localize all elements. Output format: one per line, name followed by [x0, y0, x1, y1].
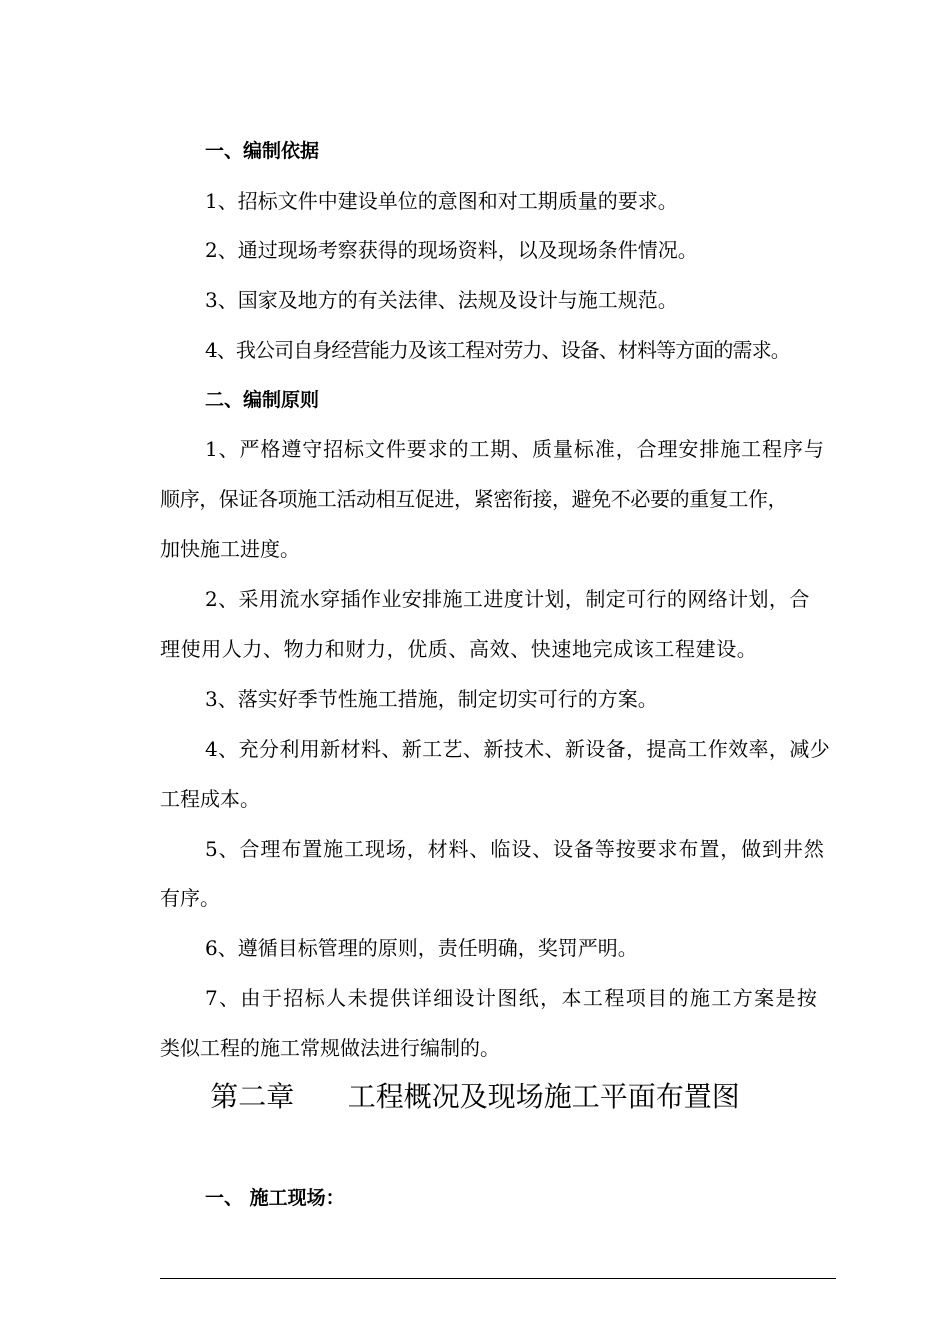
basis-item-2: 2、通过现场考察获得的现场资料，以及现场条件情况。: [205, 238, 698, 262]
principle-line: 5、合理布置施工现场，材料、临设、设备等按要求布置，做到井然: [205, 837, 825, 861]
section-heading-basis: 一、编制依据: [205, 140, 320, 162]
basis-item-3: 3、国家及地方的有关法律、法规及设计与施工规范。: [205, 288, 678, 312]
principle-line: 加快施工进度。: [160, 537, 300, 561]
section-heading-site: 一、 施工现场：: [205, 1187, 345, 1209]
basis-item-4: 4、我公司自身经营能力及该工程对劳力、设备、材料等方面的需求。: [205, 338, 790, 362]
principle-line: 理使用人力、物力和财力，优质、高效、快速地完成该工程建设。: [160, 637, 758, 661]
principle-line: 类似工程的施工常规做法进行编制的。: [160, 1036, 500, 1060]
section-heading-principles: 二、编制原则: [205, 389, 320, 411]
principle-line: 4、充分利用新材料、新工艺、新技术、新设备，提高工作效率，减少: [205, 737, 831, 761]
footer-divider: [160, 1278, 836, 1279]
principle-line: 2、采用流水穿插作业安排施工进度计划，制定可行的网络计划，合: [205, 587, 810, 611]
principle-line: 6、遵循目标管理的原则，责任明确，奖罚严明。: [205, 936, 638, 960]
principle-line: 3、落实好季节性施工措施，制定切实可行的方案。: [205, 687, 658, 711]
principle-line: 7、由于招标人未提供详细设计图纸，本工程项目的施工方案是按: [205, 986, 819, 1010]
chapter-title: 第二章 工程概况及现场施工平面布置图: [210, 1080, 740, 1113]
principle-line: 1、严格遵守招标文件要求的工期、质量标准，合理安排施工程序与: [205, 437, 825, 461]
principle-line: 工程成本。: [160, 787, 260, 811]
principle-line: 有序。: [160, 886, 220, 910]
principle-line: 顺序，保证各项施工活动相互促进，紧密衔接，避免不必要的重复工作，: [160, 487, 788, 511]
basis-item-1: 1、招标文件中建设单位的意图和对工期质量的要求。: [205, 189, 678, 213]
